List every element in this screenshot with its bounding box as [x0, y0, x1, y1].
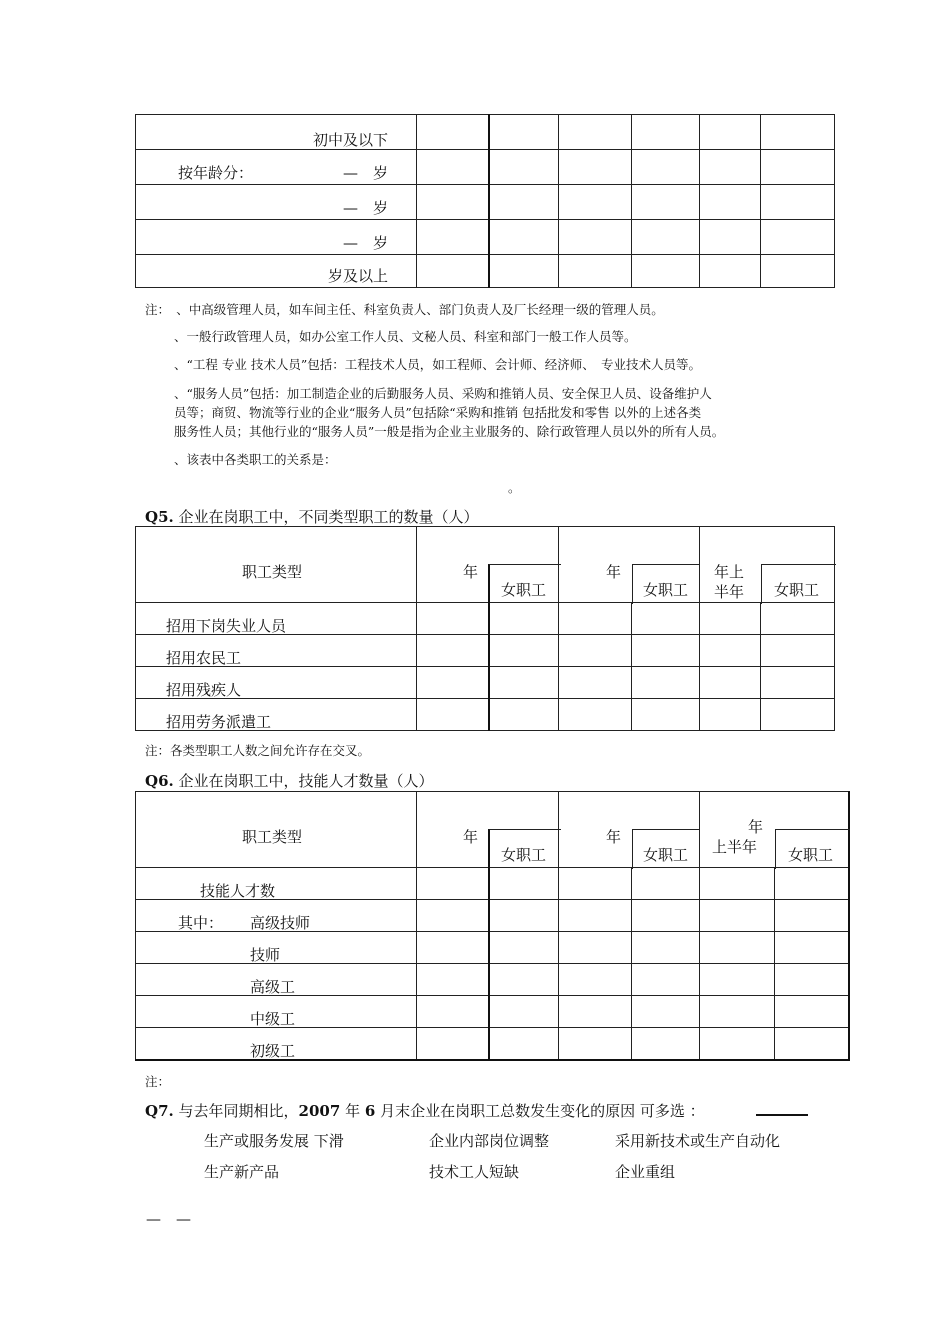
note-1: 注： 、中高级管理人员，如车间主任、科室负责人、部门负责人及厂长经理一级的管理人员。 [145, 302, 664, 317]
table-row-label: 中级工 [136, 996, 417, 1028]
table-row-label: 初级工 [136, 1028, 417, 1060]
q6-female-2: 女职工 [643, 846, 689, 864]
q5-header-year1: 年 女职工 [417, 527, 559, 603]
q5-header-year3: 年上 半年 女职工 [700, 527, 835, 603]
table-row-label: 技能人才数 [136, 868, 417, 900]
table-row-label: 初中及以下 [136, 115, 417, 150]
q6-header-year3: 年 上半年 女职工 [700, 792, 849, 868]
note-dot: 。 [508, 480, 521, 495]
q7-answer-blank[interactable] [756, 1114, 808, 1116]
q6-title: Q6. 企业在岗职工中，技能人才数量（人） [145, 772, 434, 790]
table-row-label: 招用农民工 [136, 635, 417, 667]
q7-option-2[interactable]: 企业内部岗位调整 [429, 1132, 550, 1150]
q5-female-3: 女职工 [774, 581, 820, 599]
note-4-line3: 服务性人员；其他行业的“服务人员”一般是指为企业主业服务的、除行政管理人员以外的所有人员。 [174, 424, 725, 439]
q6-female-3: 女职工 [788, 846, 834, 864]
table-row-label: 招用劳务派遣工 [136, 699, 417, 731]
table-row-label: 按年龄分： — 岁 [136, 150, 417, 185]
table-row-label: 其中： 高级技师 [136, 900, 417, 932]
q7-option-6[interactable]: 企业重组 [615, 1163, 676, 1181]
q5-female-1: 女职工 [501, 581, 547, 599]
q6-female-1: 女职工 [501, 846, 547, 864]
q6-header-type: 职工类型 [136, 792, 417, 868]
q5-note: 注：各类型职工人数之间允许存在交叉。 [145, 743, 371, 758]
note-3: 、“工程 专业 技术人员”包括：工程技术人员，如工程师、会计师、经济师、 专业技术人员等。 [174, 357, 701, 372]
note-4-line1: 、“服务人员”包括：加工制造企业的后勤服务人员、采购和推销人员、安全保卫人员、设备维护人 [174, 386, 712, 401]
note-5: 、该表中各类职工的关系是： [174, 452, 337, 467]
q7-option-4[interactable]: 生产新产品 [204, 1163, 280, 1181]
note-2: 、一般行政管理人员，如办公室工作人员、文秘人员、科室和部门一般工作人员等。 [174, 329, 637, 344]
q7-option-1[interactable]: 生产或服务发展 下滑 [204, 1132, 344, 1150]
q6-note: 注： [145, 1074, 171, 1089]
top-table [135, 114, 835, 288]
q7-option-5[interactable]: 技术工人短缺 [429, 1163, 520, 1181]
q5-table [135, 526, 835, 731]
q6-table [135, 791, 850, 1061]
q7-title: Q7. 与去年同期相比，2007 年 6 月末企业在岗职工总数发生变化的原因 可多选 ： [145, 1102, 705, 1120]
q7-option-3[interactable]: 采用新技术或生产自动化 [615, 1132, 781, 1150]
table-row-label: 技师 [136, 932, 417, 964]
table-row-label: — 岁 [136, 220, 417, 255]
table-row-label: 招用下岗失业人员 [136, 603, 417, 635]
q6-header-year2: 年 女职工 [559, 792, 700, 868]
page-footer: — — [146, 1210, 192, 1228]
q5-female-2: 女职工 [643, 581, 689, 599]
table-row-label: 招用残疾人 [136, 667, 417, 699]
q6-header-year1: 年 女职工 [417, 792, 559, 868]
q5-header-year2: 年 女职工 [559, 527, 700, 603]
table-row-label: — 岁 [136, 185, 417, 220]
table-row-label: 岁及以上 [136, 255, 417, 288]
table-row-label: 高级工 [136, 964, 417, 996]
q5-header-type: 职工类型 [136, 527, 417, 603]
q5-title: Q5. 企业在岗职工中，不同类型职工的数量（人） [145, 508, 479, 526]
note-4-line2: 员等；商贸、物流等行业的企业“服务人员”包括除“采购和推销 包括批发和零售 以外的上述各类 [174, 405, 702, 420]
